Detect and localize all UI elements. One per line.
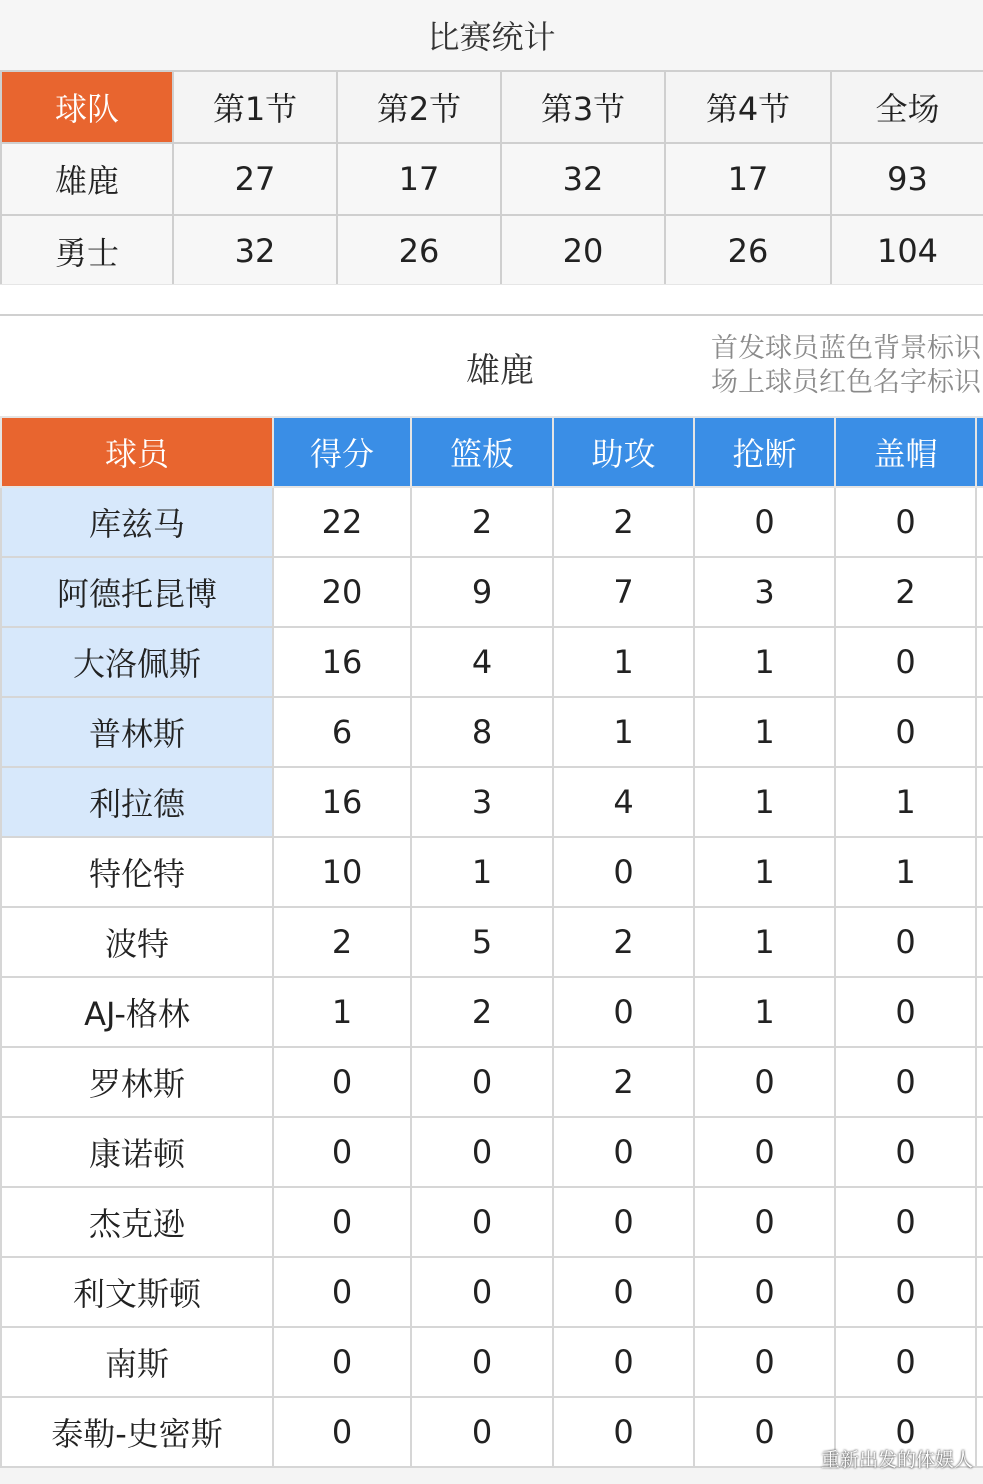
player-name-cell: 特伦特 <box>1 837 273 907</box>
stat-cell-overflow <box>976 837 983 907</box>
stat-cell: 1 <box>694 627 835 697</box>
stat-header: 得分 <box>273 417 411 487</box>
quarter-score-table <box>0 70 983 288</box>
stat-cell-overflow <box>976 1327 983 1397</box>
player-row <box>1 487 983 557</box>
stat-cell: 2 <box>835 557 976 627</box>
stat-cell: 2 <box>411 487 553 557</box>
stat-cell: 16 <box>273 627 411 697</box>
stat-header: 抢断 <box>694 417 835 487</box>
score-cell: 104 <box>831 215 983 287</box>
stat-cell: 5 <box>411 907 553 977</box>
stat-cell-overflow <box>976 907 983 977</box>
player-row <box>1 1047 983 1117</box>
stat-cell: 0 <box>835 697 976 767</box>
legend-on-court: 场上球员红色名字标识 <box>711 367 981 398</box>
stat-cell-overflow <box>976 487 983 557</box>
player-name-cell: 普林斯 <box>1 697 273 767</box>
score-cell: 26 <box>337 215 501 287</box>
stat-cell: 0 <box>411 1327 553 1397</box>
quarter-header-col: 第4节 <box>665 71 831 143</box>
stat-cell: 0 <box>694 1187 835 1257</box>
stat-cell-overflow <box>976 627 983 697</box>
stat-header-overflow <box>976 417 983 487</box>
stat-cell-overflow <box>976 697 983 767</box>
stat-cell: 0 <box>273 1397 411 1467</box>
score-cell: 26 <box>665 215 831 287</box>
stat-cell: 0 <box>835 907 976 977</box>
stat-cell: 0 <box>694 1117 835 1187</box>
player-name-cell: 阿德托昆博 <box>1 557 273 627</box>
player-row <box>1 1117 983 1187</box>
player-stats-table <box>0 416 983 1468</box>
stat-cell: 2 <box>273 907 411 977</box>
player-row <box>1 907 983 977</box>
quarter-row <box>1 215 983 287</box>
stat-cell: 2 <box>411 977 553 1047</box>
stat-cell: 0 <box>273 1187 411 1257</box>
stat-cell: 0 <box>411 1397 553 1467</box>
stat-cell: 0 <box>694 1047 835 1117</box>
player-name-cell: AJ-格林 <box>1 977 273 1047</box>
stat-cell: 0 <box>273 1257 411 1327</box>
score-cell: 17 <box>665 143 831 215</box>
stat-cell: 4 <box>411 627 553 697</box>
legend-starter: 首发球员蓝色背景标识 <box>711 333 981 364</box>
stat-cell-overflow <box>976 767 983 837</box>
player-row <box>1 1327 983 1397</box>
stat-cell: 7 <box>553 557 694 627</box>
player-name-cell: 库兹马 <box>1 487 273 557</box>
stat-cell: 0 <box>553 837 694 907</box>
stat-cell: 0 <box>835 1187 976 1257</box>
stat-cell: 0 <box>553 1397 694 1467</box>
watermark: 重新出发的体娱人 <box>820 1449 973 1471</box>
stat-cell: 0 <box>411 1047 553 1117</box>
player-row <box>1 627 983 697</box>
quarter-header-col: 第2节 <box>337 71 501 143</box>
stat-cell-overflow <box>976 1117 983 1187</box>
team-name: 雄鹿 <box>466 350 534 391</box>
stat-cell: 9 <box>411 557 553 627</box>
stat-cell-overflow <box>976 557 983 627</box>
stat-cell: 1 <box>411 837 553 907</box>
stat-cell: 0 <box>835 1117 976 1187</box>
stat-cell: 2 <box>553 487 694 557</box>
stat-cell: 0 <box>553 1327 694 1397</box>
stat-cell: 3 <box>411 767 553 837</box>
stat-cell: 0 <box>694 1257 835 1327</box>
quarter-row <box>1 143 983 215</box>
stat-cell: 3 <box>694 557 835 627</box>
stat-cell: 0 <box>553 1187 694 1257</box>
stat-cell: 0 <box>835 1257 976 1327</box>
stat-cell: 20 <box>273 557 411 627</box>
team-cell: 雄鹿 <box>1 143 173 215</box>
stat-cell: 0 <box>694 1397 835 1467</box>
stat-cell: 0 <box>553 977 694 1047</box>
stat-cell: 2 <box>553 907 694 977</box>
player-row <box>1 767 983 837</box>
stat-cell: 1 <box>694 907 835 977</box>
stat-header: 盖帽 <box>835 417 976 487</box>
stat-cell: 0 <box>411 1117 553 1187</box>
player-name-cell: 利文斯顿 <box>1 1257 273 1327</box>
stat-cell: 0 <box>273 1117 411 1187</box>
stat-cell: 0 <box>694 487 835 557</box>
stat-cell: 2 <box>553 1047 694 1117</box>
stat-cell: 16 <box>273 767 411 837</box>
quarter-header-col: 全场 <box>831 71 983 143</box>
stat-cell: 0 <box>835 1327 976 1397</box>
stat-cell: 10 <box>273 837 411 907</box>
stat-cell: 1 <box>553 697 694 767</box>
stat-cell: 1 <box>553 627 694 697</box>
stat-cell: 1 <box>694 767 835 837</box>
stat-cell-overflow <box>976 1187 983 1257</box>
player-row <box>1 977 983 1047</box>
player-name-cell: 泰勒-史密斯 <box>1 1397 273 1467</box>
stat-cell: 1 <box>835 767 976 837</box>
quarter-header-col: 第1节 <box>173 71 337 143</box>
stat-cell-overflow <box>976 1047 983 1117</box>
player-name-cell: 利拉德 <box>1 767 273 837</box>
stat-cell: 6 <box>273 697 411 767</box>
score-cell: 27 <box>173 143 337 215</box>
stat-cell: 1 <box>273 977 411 1047</box>
stat-cell: 1 <box>835 837 976 907</box>
stat-cell: 22 <box>273 487 411 557</box>
quarter-header-col: 第3节 <box>501 71 665 143</box>
stat-cell: 0 <box>411 1257 553 1327</box>
player-row <box>1 697 983 767</box>
stat-cell: 0 <box>694 1327 835 1397</box>
stat-cell: 1 <box>694 977 835 1047</box>
stat-cell: 8 <box>411 697 553 767</box>
score-cell: 20 <box>501 215 665 287</box>
stat-cell: 0 <box>835 1397 976 1467</box>
legend <box>711 332 981 400</box>
player-name-cell: 罗林斯 <box>1 1047 273 1117</box>
score-cell: 32 <box>501 143 665 215</box>
stat-cell: 0 <box>411 1187 553 1257</box>
stat-cell: 4 <box>553 767 694 837</box>
score-cell: 93 <box>831 143 983 215</box>
player-name-cell: 杰克逊 <box>1 1187 273 1257</box>
stat-cell: 1 <box>694 837 835 907</box>
stat-cell: 0 <box>835 487 976 557</box>
score-cell: 17 <box>337 143 501 215</box>
player-row <box>1 1257 983 1327</box>
stat-cell: 0 <box>835 627 976 697</box>
stat-header: 篮板 <box>411 417 553 487</box>
stat-cell: 0 <box>273 1327 411 1397</box>
team-cell: 勇士 <box>1 215 173 287</box>
quarter-header-team: 球队 <box>1 71 173 143</box>
section-divider <box>0 284 983 315</box>
player-name-cell: 南斯 <box>1 1327 273 1397</box>
player-name-cell: 康诺顿 <box>1 1117 273 1187</box>
score-cell: 32 <box>173 215 337 287</box>
stat-cell: 1 <box>694 697 835 767</box>
player-row <box>1 557 983 627</box>
stat-cell: 0 <box>553 1117 694 1187</box>
stat-cell-overflow <box>976 1257 983 1327</box>
player-header: 球员 <box>1 417 273 487</box>
stat-cell: 0 <box>835 977 976 1047</box>
stat-cell: 0 <box>273 1047 411 1117</box>
player-row <box>1 837 983 907</box>
team-header <box>0 314 983 418</box>
stat-cell-overflow <box>976 977 983 1047</box>
stat-cell-overflow <box>976 1397 983 1467</box>
player-row <box>1 1187 983 1257</box>
stat-cell: 0 <box>835 1047 976 1117</box>
page-title: 比赛统计 <box>0 0 983 70</box>
stat-cell: 0 <box>553 1257 694 1327</box>
stat-header: 助攻 <box>553 417 694 487</box>
player-name-cell: 波特 <box>1 907 273 977</box>
player-name-cell: 大洛佩斯 <box>1 627 273 697</box>
